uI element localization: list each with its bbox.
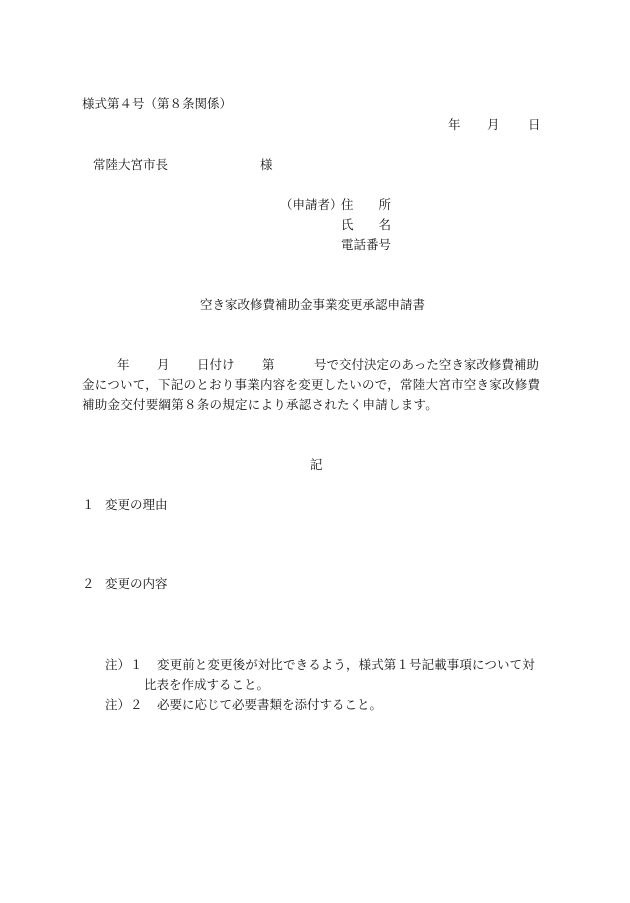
section-number: １ (82, 497, 95, 512)
date-day: 日 (528, 117, 541, 132)
body-dated: 日付け (197, 357, 235, 372)
date-year: 年 (448, 117, 461, 132)
addressee-honorific: 様 (260, 157, 273, 172)
document-title: 空き家改修費補助金事業変更承認申請書 (200, 297, 426, 312)
section-label: 変更の理由 (105, 497, 168, 512)
note-line-1: 変更前と変更後が対比できるよう，様式第１号記載事項について対 (157, 657, 535, 672)
body-line-2: 金について，下記のとおり事業内容を変更したいので，常陸大宮市空き家改修費 (82, 377, 541, 392)
phone-label: 電話番号 (341, 237, 392, 252)
applicant-label: （申請者） (280, 197, 343, 212)
body-year: 年 (117, 357, 130, 372)
date-month: 月 (487, 117, 500, 132)
section-number: ２ (82, 576, 95, 591)
section-label: 変更の内容 (105, 576, 168, 591)
addressee-name: 常陸大宮市長 (93, 157, 169, 172)
address-label: 住 所 (341, 197, 392, 212)
body-no: 第 (262, 357, 275, 372)
body-line-3: 補助金交付要綱第８条の規定により承認されたく申請します。 (82, 397, 439, 412)
note-line-1: 必要に応じて必要書類を添付すること。 (157, 697, 383, 712)
note-prefix: 注）１ (105, 657, 143, 672)
body-month: 月 (157, 357, 170, 372)
ki-heading: 記 (310, 457, 323, 472)
note-line-2: 比表を作成すること。 (144, 677, 270, 692)
name-label: 氏 名 (341, 217, 392, 232)
note-prefix: 注）２ (105, 697, 143, 712)
body-line-1-rest: 号で交付決定のあった空き家改修費補助 (314, 357, 539, 372)
form-number: 様式第４号（第８条関係） (82, 96, 233, 111)
